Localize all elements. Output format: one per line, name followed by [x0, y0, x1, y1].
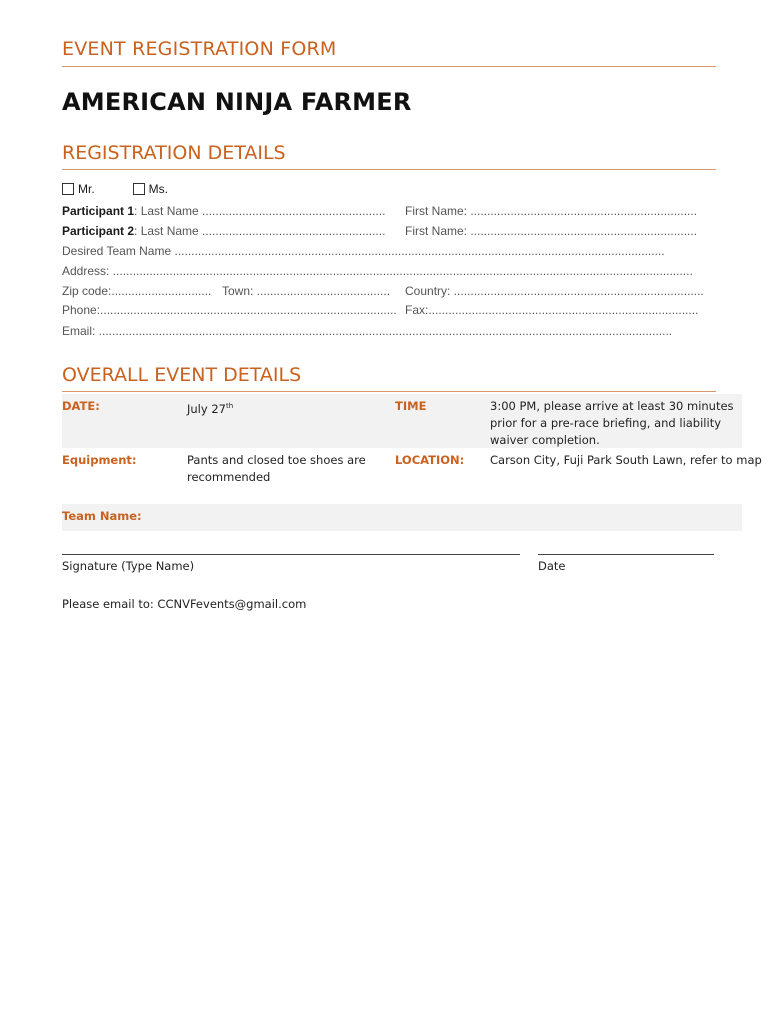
participant-2-label: Participant 2 [62, 224, 135, 238]
phone-field[interactable]: Phone:......................................................................................... [62, 303, 397, 317]
date-label: DATE: [62, 399, 100, 413]
date-value: July 27th [187, 401, 234, 416]
time-label: TIME [395, 399, 427, 413]
country-field[interactable]: Country: ........................................................................... [405, 284, 704, 298]
registration-section-title: REGISTRATION DETAILS [62, 142, 286, 164]
event-details-section-title: OVERALL EVENT DETAILS [62, 364, 302, 386]
title-rule [62, 66, 716, 67]
participant-1-line [62, 203, 716, 219]
ms-label: Ms. [148, 182, 169, 196]
team-name-field[interactable]: Desired Team Name ................................................................................................................................................... [62, 244, 665, 258]
location-label: LOCATION: [395, 453, 465, 467]
town-field[interactable]: Town: ........................................ [222, 284, 391, 298]
event-row-team-name[interactable] [62, 504, 742, 531]
salutation-mr[interactable] [62, 182, 95, 196]
registration-rule [62, 169, 716, 170]
equipment-value: Pants and closed toe shoes are recommended [187, 453, 366, 484]
location-line [62, 283, 716, 299]
participant-1-first-name-field[interactable]: First Name: .................................................................... [405, 204, 698, 218]
salutation-ms[interactable] [133, 182, 168, 196]
event-row-date-time [62, 394, 742, 448]
participant-2-first-name-field[interactable]: First Name: .................................................................... [405, 224, 698, 238]
contact-line [62, 302, 716, 318]
signature-label: Signature (Type Name) [62, 559, 195, 573]
salutation-options [62, 182, 206, 196]
form-title: EVENT REGISTRATION FORM [62, 38, 337, 60]
event-row-equipment-location [62, 450, 762, 498]
fax-field[interactable]: Fax:................................................................................. [405, 303, 699, 317]
event-details-rule [62, 391, 716, 392]
date-signature-label: Date [538, 559, 566, 573]
date-line[interactable] [538, 554, 714, 555]
participant-2-last-name-field[interactable]: : Last Name ....................................................... [134, 224, 386, 238]
mr-checkbox[interactable] [62, 183, 74, 195]
participant-2-line [62, 223, 716, 239]
signature-line[interactable] [62, 554, 520, 555]
team-name-label: Team Name: [62, 509, 142, 523]
zip-code-field[interactable]: Zip code:.............................. [62, 284, 212, 298]
address-field[interactable]: Address: .............................................................................................................................................................................. [62, 264, 693, 278]
email-note: Please email to: CCNVFevents@gmail.com [62, 597, 307, 611]
participant-1-last-name-field[interactable]: : Last Name ....................................................... [134, 204, 386, 218]
email-field[interactable]: Email: ............................................................................................................................................................................ [62, 324, 673, 338]
time-value: 3:00 PM, please arrive at least 30 minutes prior for a pre-race briefing, and liability waiver completion. [490, 399, 734, 447]
mr-label: Mr. [78, 182, 95, 196]
equipment-label: Equipment: [62, 453, 137, 467]
participant-1-label: Participant 1 [62, 204, 135, 218]
location-value: Carson City, Fuji Park South Lawn, refer to map [490, 453, 762, 467]
ms-checkbox[interactable] [133, 183, 145, 195]
event-name: AMERICAN NINJA FARMER [62, 88, 412, 116]
